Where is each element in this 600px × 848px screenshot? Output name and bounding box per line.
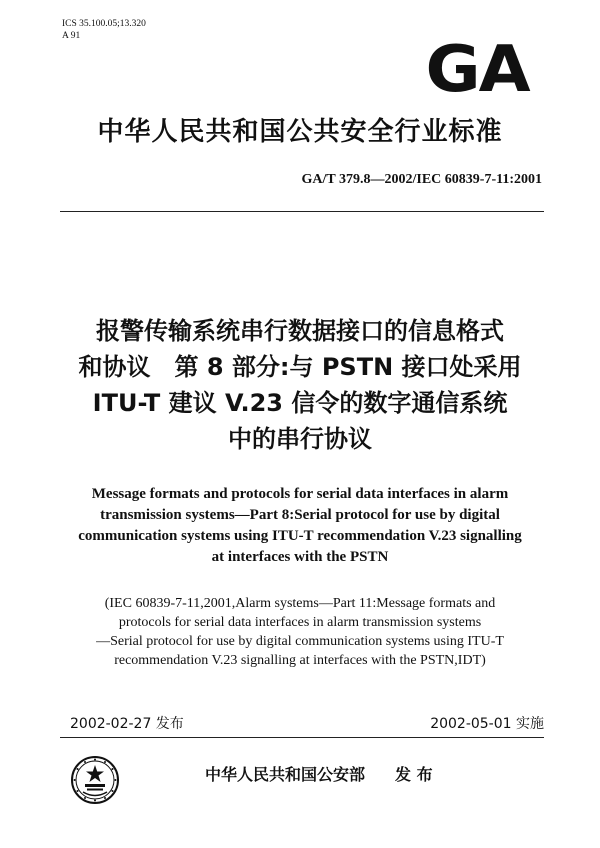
- implementation-date: 2002-05-01 实施: [430, 716, 544, 732]
- chinese-title: [40, 313, 560, 457]
- english-title-line: communication systems using ITU-T recommendation V.23 signalling: [78, 528, 522, 544]
- standard-number: GA/T 379.8—2002/IEC 60839-7-11:2001: [301, 172, 542, 187]
- publish-label: 发 布: [395, 765, 433, 784]
- chinese-title-line: ITU-T 建议 V.23 信令的数字通信系统: [92, 389, 508, 417]
- iec-note-line: —Serial protocol for use by digital communication systems using ITU-T: [96, 634, 504, 649]
- english-title-line: transmission systems—Part 8:Serial protocol for use by digital: [100, 507, 500, 523]
- issue-date: 2002-02-27 发布: [70, 716, 184, 732]
- ga-logo: GA: [425, 33, 529, 107]
- english-title-line: at interfaces with the PSTN: [211, 549, 389, 565]
- publisher-name: 中华人民共和国公安部: [205, 765, 366, 784]
- chinese-title-line: 和协议 第 8 部分:与 PSTN 接口处采用: [78, 353, 522, 381]
- iec-note-line: protocols for serial data interfaces in alarm transmission systems: [118, 615, 482, 630]
- iec-note-line: recommendation V.23 signalling at interfaces with the PSTN,IDT): [114, 653, 486, 668]
- chinese-title-line: 报警传输系统串行数据接口的信息格式: [96, 317, 504, 345]
- police-emblem-icon: [70, 755, 120, 805]
- iec-equivalence-note: [30, 594, 570, 670]
- english-title: [30, 484, 570, 568]
- chinese-title-line: 中的串行协议: [228, 425, 372, 453]
- ics-code: ICS 35.100.05;13.320: [62, 19, 146, 29]
- top-divider: [60, 211, 544, 212]
- iec-note-line: (IEC 60839-7-11,2001,Alarm systems—Part 11:Message formats and: [104, 596, 496, 611]
- classification-code: A 91: [62, 31, 81, 41]
- bottom-divider: [60, 737, 544, 738]
- org-title: 中华人民共和国公共安全行业标准: [97, 117, 503, 147]
- english-title-line: Message formats and protocols for serial data interfaces in alarm: [91, 486, 509, 502]
